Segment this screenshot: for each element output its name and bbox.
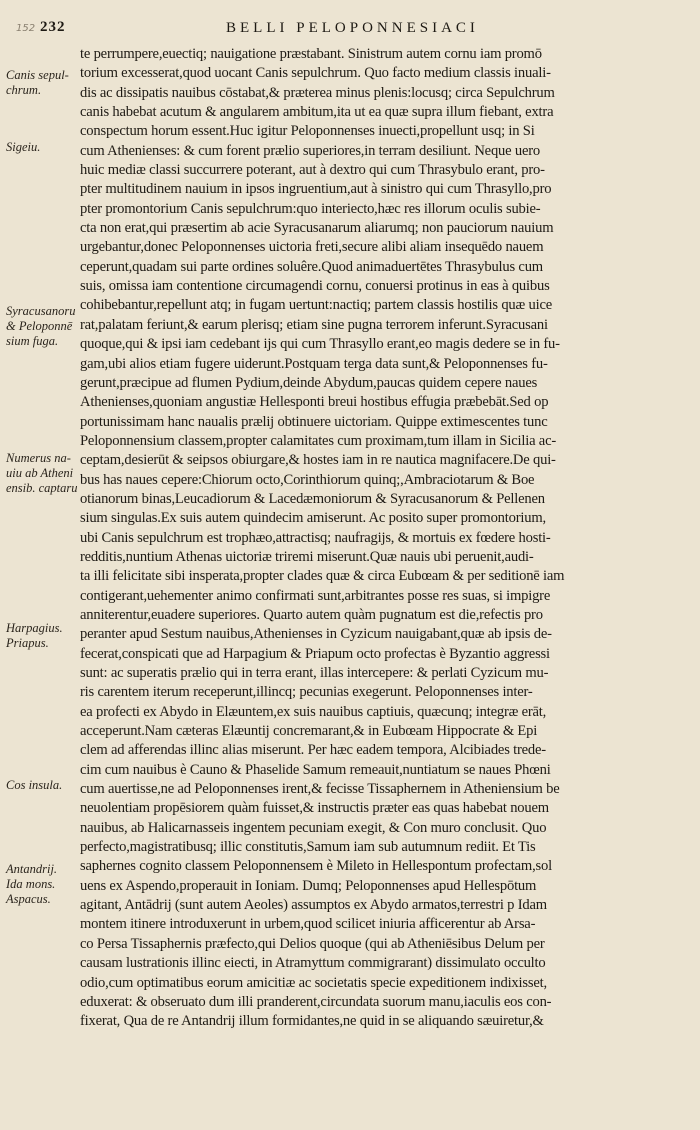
- margin-note-line: Ida mons.: [6, 877, 56, 891]
- manuscript-mark: 152: [16, 23, 36, 34]
- text-line: cta non erat,qui præsertim ab acie Syracusanarum aliarumq; non pauciorum nauium: [80, 220, 554, 237]
- running-head: BELLI PELOPONNESIACI: [226, 20, 479, 36]
- text-line: redditis,nuntium Athenas uictoriæ triremi miserunt.Quæ nauis ubi peruenit,audi-: [80, 548, 534, 565]
- margin-note: [6, 68, 78, 98]
- margin-note-line: & Peloponnē: [6, 319, 73, 333]
- margin-note: [6, 862, 78, 907]
- text-line: sium singulas.Ex suis autem quindecim amiserunt. Ac posito super promontorium,: [80, 510, 546, 527]
- text-line: perfecto,magistratibusq; illic constitutis,Samum iam sub autumnum rediit. Et Tis: [80, 839, 536, 856]
- margin-note: [6, 778, 78, 793]
- text-line: dis ac dissipatis nauibus cōstabat,& præterea minus plenis:locusq; circa Sepulchrum: [80, 84, 555, 101]
- text-line: rat,palatam feriunt,& earum plerisq; etiam sine pugna terrorem inferunt.Syracusani: [80, 316, 548, 333]
- text-line: quoque,qui & ipsi iam cedebant ijs qui cum Thrasyllo erant,eo magis dedere se in fu-: [80, 336, 560, 353]
- text-line: te perrumpere,euectiq; nauigatione præstabant. Sinistrum autem cornu iam promō: [80, 46, 542, 62]
- text-line: uens ex Aspendo,properauit in Ioniam. Dumq; Peloponnenses apud Hellespōtum: [80, 877, 537, 894]
- text-line: neuolentiam propēsiorem quàm fuisset,& instructis præter eas quas habebat nouem: [80, 800, 549, 817]
- text-line: ea profecti ex Abydo in Elæuntem,ex suis nauibus captiuis, quæcunq; integræ erāt,: [80, 703, 547, 720]
- page-number: 232: [40, 19, 66, 35]
- text-line: peranter apud Sestum nauibus,Athenienses in Cyzicum nauigabant,quæ ab ipsis de-: [80, 626, 552, 643]
- margin-note: [6, 140, 78, 155]
- text-line: conspectum horum essent.Huc igitur Peloponnenses inuecti,propellunt usq; in Si: [80, 123, 535, 140]
- text-line: Athenienses,quoniam angustiæ Hellesponti breui hostibus effugia præbebāt.Sed op: [80, 394, 549, 411]
- text-line: ceptam,desierūt & seipsos obiurgare,& hostes iam in re nautica magnifacere.De qui-: [80, 452, 556, 469]
- margin-note-line: Priapus.: [6, 636, 49, 650]
- text-line: fecerat,conspicati que ad Harpagium & Priapum octo profectas è Byzantio aggressi: [80, 645, 550, 662]
- text-line: clem ad afferendas illinc alias miserunt. Per hæc eadem tempora, Alcibiades trede-: [80, 742, 546, 759]
- text-line: cim cum nauibus è Cauno & Phaselide Samum remeauit,nuntiatum se naues Phœni: [80, 761, 551, 778]
- text-line: ubi Canis sepulchrum est trophæo,attractisq; naufragijs, & mortuis ex fœdere hosti-: [80, 529, 551, 546]
- text-line: nauibus, ab Halicarnasseis ingentem pecuniam exegit, & Con muro conclusit. Quo: [80, 819, 547, 836]
- text-line: canis habebat acutum & angularem ambitum,ita ut ea quæ supra illum fiebant, extra: [80, 104, 554, 121]
- text-line: agitant, Antādrij (sunt autem Aeoles) assumptos ex Abydo armatos,terrestri p Idam: [80, 897, 547, 914]
- text-line: co Persa Tissaphernis præfecto,qui Delios quoque (qui ab Atheniēsibus Delum per: [80, 935, 545, 952]
- text-line: cohibebantur,repellunt atq; in fugam uertunt:nactiq; partem classis hostilis quæ uice: [80, 297, 552, 314]
- margin-note-line: Antandrij.: [6, 862, 58, 876]
- text-line: saphernes cognito classem Peloponnensem è Mileto in Hellespontum profectam,sol: [80, 858, 552, 875]
- margin-note-line: Harpagius.: [6, 621, 63, 635]
- text-line: urgebantur,donec Peloponnenses uictoria freti,secure alibi aliam insequēdo nauem: [80, 239, 544, 256]
- margin-note-line: Aspacus.: [6, 892, 51, 906]
- text-line: sunt: ac superatis prælio qui in terra erant, illas intercepere: & perlati Cyzicum mu-: [80, 665, 549, 681]
- main-text: [80, 45, 686, 1032]
- text-line: contigerant,uehementer animo confirmati sunt,arbitrantes posse res suas, si impigre: [80, 587, 551, 604]
- text-line: acceperunt.Nam cæteras Elæuntij concremarant,& in Eubœam Hippocrate & Epi: [80, 723, 538, 740]
- margin-note: [6, 451, 78, 496]
- margin-note-line: Sigeiu.: [6, 140, 41, 154]
- text-line: pter promontorium Canis sepulchrum:quo interiecto,hæc res illorum oculis subie-: [80, 200, 541, 217]
- margin-note-line: ensib. captaru: [6, 481, 78, 495]
- margin-note-line: Cos insula.: [6, 778, 63, 792]
- text-line: causam lustrationis illinc eiecti, in Atramyttum commigrarant) dissimulato occulto: [80, 955, 546, 972]
- text-line: torium excesserat,quod uocant Canis sepulchrum. Quo facto medium classis inuali-: [80, 65, 551, 82]
- text-line: bus has naues cepere:Chiorum octo,Corinthiorum quinq;,Ambraciotarum & Boe: [80, 471, 535, 488]
- text-line: cum auertisse,ne ad Peloponnenses irent,& fecisse Tissaphernem in Atheniensium be: [80, 781, 560, 798]
- margin-note-line: chrum.: [6, 83, 42, 97]
- text-line: odio,cum optimatibus eorum amicitiæ ac societatis specie expeditionem indixisset,: [80, 974, 547, 991]
- text-line: anniterentur,euadere superiores. Quarto autem quàm pugnatum est die,refectis pro: [80, 606, 543, 623]
- margin-note-line: Numerus na-: [6, 451, 71, 465]
- text-line: pter multitudinem nauium in ipsos ingruentium,aut à sinistro qui cum Thrasyllo,pro: [80, 181, 552, 198]
- margin-note: [6, 621, 78, 651]
- margin-note-line: sium fuga.: [6, 334, 59, 348]
- text-line: fixerat, Qua de re Antandrij illum formidantes,ne quid in se aliquando sæuiretur,&: [80, 1013, 544, 1030]
- margin-note: [6, 304, 78, 349]
- text-line: suis, omissa iam contentione circumagendi cornu, conuersi protinus in eas à quibus: [80, 278, 550, 295]
- text-line: ris carentem iterum receperunt,illincq; pecunias exegerunt. Peloponnenses inter-: [80, 684, 533, 701]
- margin-note-line: uiu ab Atheni: [6, 466, 74, 480]
- margin-note-line: Canis sepul-: [6, 68, 69, 82]
- margin-note-line: Syracusanoru: [6, 304, 76, 318]
- text-line: otianorum binas,Leucadiorum & Lacedæmoniorum & Syracusanorum & Pellenen: [80, 490, 545, 507]
- text-line: ta illi felicitate sibi insperata,propter clades quæ & circa Eubœam & per seditionē iam: [80, 568, 565, 585]
- text-line: cum Athenienses: & cum forent prælio superiores,in terram desiliunt. Neque uero: [80, 142, 541, 159]
- text-line: montem itinere introduxerunt in urbem,quod scilicet iniuria afficerentur ab Arsa-: [80, 916, 536, 933]
- text-line: Peloponnensium classem,propter calamitates cum proximam,tum illam in Sicilia ac-: [80, 432, 557, 449]
- text-line: portunissimam hanc naualis prælij obtinuere uictoriam. Quippe extimescentes tunc: [80, 413, 548, 430]
- text-line: eduxerat: & obseruato dum illi pranderent,circundata suorum manu,iaculis eos con-: [80, 993, 552, 1010]
- page-header: [0, 17, 700, 43]
- text-line: gerunt,præcipue ad flumen Pydium,deinde Abydum,paucas quidem cepere naues: [80, 374, 538, 391]
- text-line: huic mediæ classi succurrere poterant, aut à dextro qui cum Thrasybulo erant, pro-: [80, 162, 545, 179]
- text-line: gam,ubi alios etiam fugere uiderunt.Postquam terga data sunt,& Peloponnenses fu-: [80, 355, 548, 372]
- text-line: ceperunt,quadam sui parte ordines soluêre.Quod animaduertētes Thrasybulus cum: [80, 258, 543, 275]
